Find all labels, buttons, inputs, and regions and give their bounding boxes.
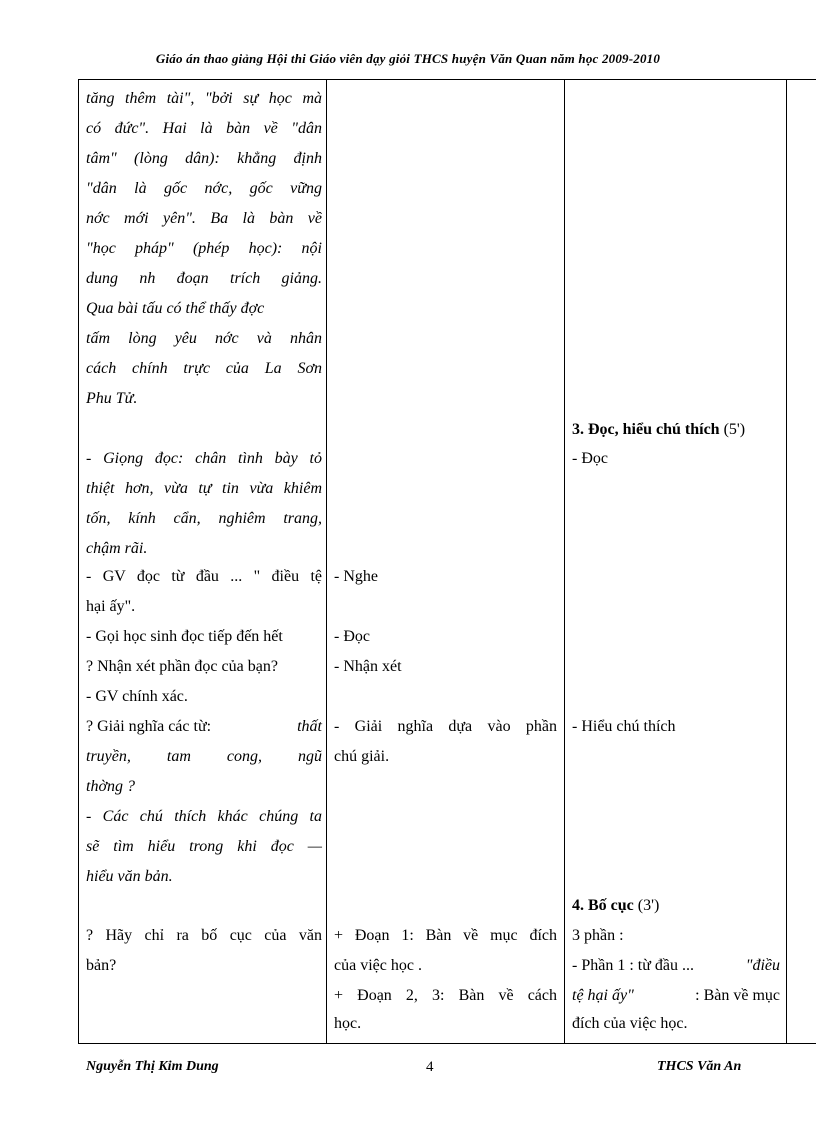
- paragraph1-line: + Đoạn 1: Bàn về mục đích: [334, 927, 557, 944]
- table-divider-3: [786, 80, 787, 1043]
- footer-author: Nguyễn Thị Kim Dung: [86, 1059, 219, 1074]
- understand-notes-item: - Hiểu chú thích: [572, 718, 676, 735]
- explain-term: truyền, tam cong, ngũ: [86, 748, 322, 765]
- paragraph1-line: của việc học .: [334, 957, 422, 974]
- gv-read-line: - GV đọc từ đầu ... " điều tệ: [86, 568, 322, 585]
- part1-line: [572, 957, 780, 983]
- comment-item: - Nhận xét: [334, 658, 402, 675]
- section-3-heading: [572, 421, 780, 447]
- other-notes-line: sẽ tìm hiểu trong khi đọc —: [86, 838, 322, 855]
- explain-term: thất: [297, 718, 322, 735]
- part1-quote: "điều: [745, 957, 780, 974]
- section-4-title: 4. Bố cục: [572, 897, 634, 914]
- other-notes-line: hiểu văn bản.: [86, 868, 173, 885]
- layout-question-line: ? Hãy chỉ ra bố cục của văn: [86, 927, 322, 944]
- intro-line: cách chính trực của La Sơn: [86, 360, 322, 377]
- intro-line: "học pháp" (phép học): nội: [86, 240, 322, 257]
- voice-line: - Giọng đọc: chân tình bày tỏ: [86, 450, 322, 467]
- intro-line: tâm" (lòng dân): khẳng định: [86, 150, 322, 167]
- paragraph2-line: học.: [334, 1015, 362, 1032]
- intro-line: dung nh đoạn trích giảng.: [86, 270, 322, 287]
- header-rule: [78, 79, 816, 80]
- intro-line: tấm lòng yêu nớc và nhân: [86, 330, 322, 347]
- explain-question: [86, 718, 322, 744]
- voice-line: tốn, kính cẩn, nghiêm trang,: [86, 510, 322, 527]
- section-4-heading: [572, 897, 780, 923]
- explain-answer-line: - Giải nghĩa dựa vào phần: [334, 718, 557, 735]
- bottom-rule: [78, 1043, 816, 1044]
- table-divider-2: [564, 80, 565, 1043]
- intro-line: nớc mới yên". Ba là bàn về: [86, 210, 322, 227]
- section-4-time: (3'): [637, 897, 660, 914]
- read-item: - Đọc: [334, 628, 370, 645]
- explain-term: thờng ?: [86, 778, 135, 795]
- parts-count: 3 phần :: [572, 927, 624, 944]
- read-item: - Đọc: [572, 450, 608, 467]
- part1-line: [572, 987, 780, 1013]
- voice-line: chậm rãi.: [86, 540, 148, 557]
- part1-suffix: : Bàn về mục: [695, 987, 780, 1004]
- paragraph2-line: + Đoạn 2, 3: Bàn về cách: [334, 987, 557, 1004]
- explain-answer-line: chú giải.: [334, 748, 390, 765]
- intro-line: có đức". Hai là bàn về "dân: [86, 120, 322, 137]
- part1-prefix: - Phần 1 : từ đầu ...: [572, 957, 694, 974]
- layout-question-line: bản?: [86, 957, 117, 974]
- part1-line: đích của việc học.: [572, 1015, 688, 1032]
- explain-question-prefix: ? Giải nghĩa các từ:: [86, 718, 212, 735]
- table-border-left: [78, 80, 79, 1043]
- footer-school: THCS Văn An: [657, 1059, 742, 1074]
- intro-line: Qua bài tấu có thể thấy đợc: [86, 300, 265, 317]
- gv-read-line: hại ấy".: [86, 598, 136, 615]
- intro-line: "dân là gốc nớc, gốc vững: [86, 180, 322, 197]
- intro-line: Phu Tử.: [86, 390, 138, 407]
- page-header: Giáo án thao giảng Hội thi Giáo viên dạy giỏi THCS huyện Văn Quan năm học 2009-2010: [155, 51, 661, 66]
- call-read: - Gọi học sinh đọc tiếp đến hết: [86, 628, 283, 645]
- section-3-time: (5'): [723, 421, 746, 438]
- voice-line: thiệt hơn, vừa tự tin vừa khiêm: [86, 480, 322, 497]
- listen-item: - Nghe: [334, 568, 378, 585]
- part1-quote: tệ hại ấy": [572, 987, 634, 1004]
- gv-correct: - GV chính xác.: [86, 688, 188, 705]
- other-notes-line: - Các chú thích khác chúng ta: [86, 808, 322, 825]
- comment-question: ? Nhận xét phần đọc của bạn?: [86, 658, 278, 675]
- page-number: 4: [426, 1059, 434, 1075]
- table-divider-1: [326, 80, 327, 1043]
- intro-line: tăng thêm tài", "bởi sự học mà: [86, 90, 322, 107]
- section-3-title: 3. Đọc, hiểu chú thích: [572, 421, 720, 438]
